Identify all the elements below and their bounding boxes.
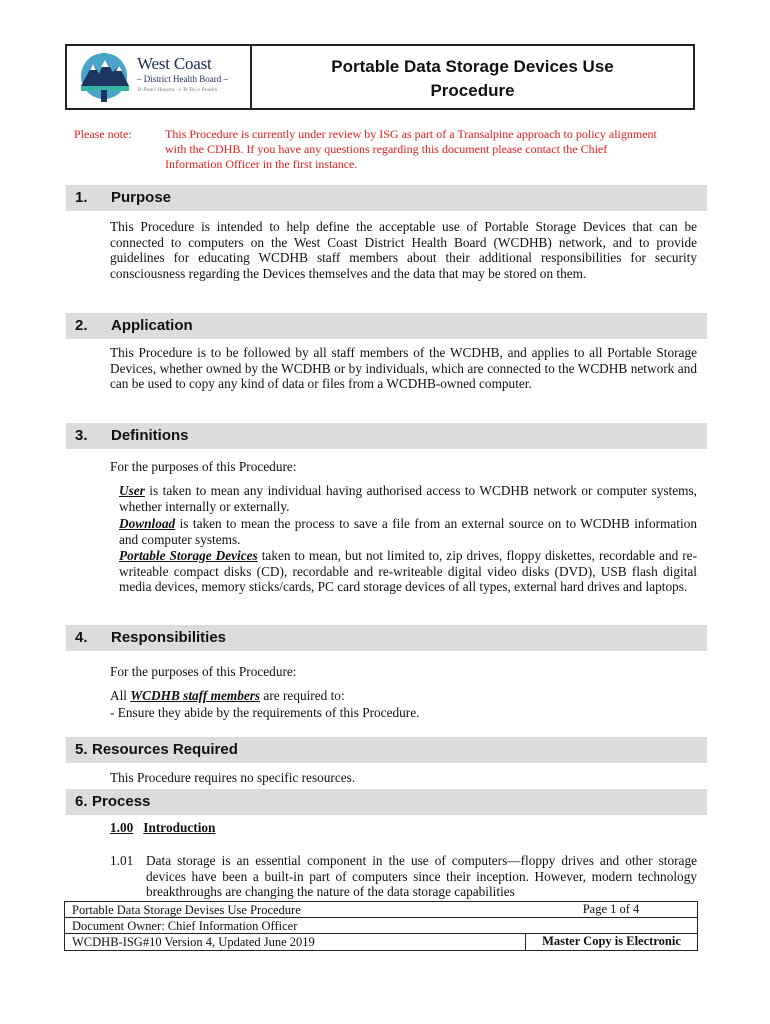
definitions-intro: For the purposes of this Procedure: [110, 459, 297, 474]
logo-tagline: Te Poari Hauora · o Te Tai o Poutini [137, 87, 218, 93]
logo-name: West Coast [137, 54, 212, 73]
footer-document-title: Portable Data Storage Devises Use Procedure [72, 903, 301, 917]
document-header [65, 44, 695, 110]
note-line-1: This Procedure is currently under review by ISG as part of a Transalpine approach to policy alignment [165, 127, 657, 141]
definition-text: is taken to mean any individual having authorised access to WCDHB network or computer systems, whether internally or externally. [119, 483, 697, 514]
responsibilities-all-staff [110, 688, 697, 704]
subsection-title: Introduction [143, 820, 216, 835]
document-title [252, 46, 693, 117]
all-suffix: are required to: [260, 688, 345, 703]
master-copy-label: Master Copy is Electronic [525, 934, 697, 951]
footer-row [65, 902, 697, 918]
section-title: Purpose [111, 189, 172, 206]
section-title: Process [92, 793, 151, 810]
title-line-1: Portable Data Storage Devices Use [331, 57, 614, 76]
definition-download [119, 516, 697, 547]
section-title: Definitions [111, 427, 189, 444]
document-footer [64, 901, 698, 951]
paragraph-number: 1.01 [110, 853, 134, 868]
note-label: Please note: [74, 127, 132, 141]
definition-text: is taken to mean the process to save a file from an external source on to WCDHB information and computer systems. [119, 516, 697, 547]
purpose-text: This Procedure is intended to help define the acceptable use of Portable Storage Devices that can be connected to computers on the West Coast District Health Board (WCDHB) network, and to provide guidelines for educating WCDHB staff members about their additional responsibilities for security consciousness regarding the Devices themselves and the data that may be stored on them. [110, 219, 697, 281]
definition-user [119, 483, 697, 514]
title-line-2: Procedure [430, 81, 515, 100]
definition-term: Download [119, 516, 176, 531]
section-heading-purpose [66, 185, 707, 211]
west-coast-dhb-logo-icon [75, 52, 133, 104]
footer-row [65, 934, 697, 951]
staff-term: WCDHB staff members [130, 688, 261, 703]
note-text [165, 127, 700, 172]
section-number: 3. [75, 427, 88, 444]
section-title: Application [111, 317, 193, 334]
logo-cell [67, 46, 252, 108]
subsection-heading-introduction [110, 820, 215, 836]
definition-term: Portable Storage Devices [119, 548, 258, 563]
section-heading-process [66, 789, 707, 815]
section-heading-application [66, 313, 707, 339]
all-prefix: All [110, 688, 131, 703]
section-heading-definitions [66, 423, 707, 449]
resources-text: This Procedure requires no specific resources. [110, 770, 356, 785]
definition-term: User [119, 483, 145, 498]
section-number: 4. [75, 629, 88, 646]
section-number: 6. [75, 793, 88, 810]
logo-subtitle: – District Health Board – [137, 74, 228, 84]
application-text: This Procedure is to be followed by all staff members of the WCDHB, and applies to all Portable Storage Devices, whether owned by the WCDHB or by individuals, which are connected to the WCDHB network and can be used to copy any kind of data or files from a WCDHB-owned computer. [110, 345, 697, 391]
responsibilities-bullet: - Ensure they abide by the requirements of this Procedure. [110, 705, 420, 720]
process-intro-text: Data storage is an essential component in the use of computers—floppy drives and other storage devices have been a built-in part of computers since their inception. However, modern technology breakthroughs are changing the nature of the data storage capabilities [146, 853, 697, 899]
note-line-2: with the CDHB. If you have any questions regarding this document please contact the Chief [165, 142, 608, 156]
section-title: Resources Required [92, 741, 238, 758]
subsection-number: 1.00 [110, 820, 134, 835]
note-line-3: Information Officer in the first instance. [165, 157, 358, 171]
footer-row [65, 918, 697, 934]
footer-document-owner: Document Owner: Chief Information Officer [72, 919, 298, 933]
section-number: 5. [75, 741, 88, 758]
section-heading-resources [66, 737, 707, 763]
section-number: 1. [75, 189, 88, 206]
footer-version: WCDHB-ISG#10 Version 4, Updated June 2019 [72, 935, 315, 949]
section-heading-responsibilities [66, 625, 707, 651]
definition-text: taken to mean, but not limited to, zip drives, floppy diskettes, recordable and re-writeable compact disks (CD), recordable and re-writeable digital video disks (DVD), USB flash digital media devices, memory sticks/cards, PC card storage devices of all types, external hard drives and laptops. [119, 548, 698, 594]
responsibilities-intro: For the purposes of this Procedure: [110, 664, 297, 679]
definition-portable-storage-devices [119, 548, 697, 595]
page-number: Page 1 of 4 [582, 902, 640, 916]
section-number: 2. [75, 317, 88, 334]
section-title: Responsibilities [111, 629, 227, 646]
